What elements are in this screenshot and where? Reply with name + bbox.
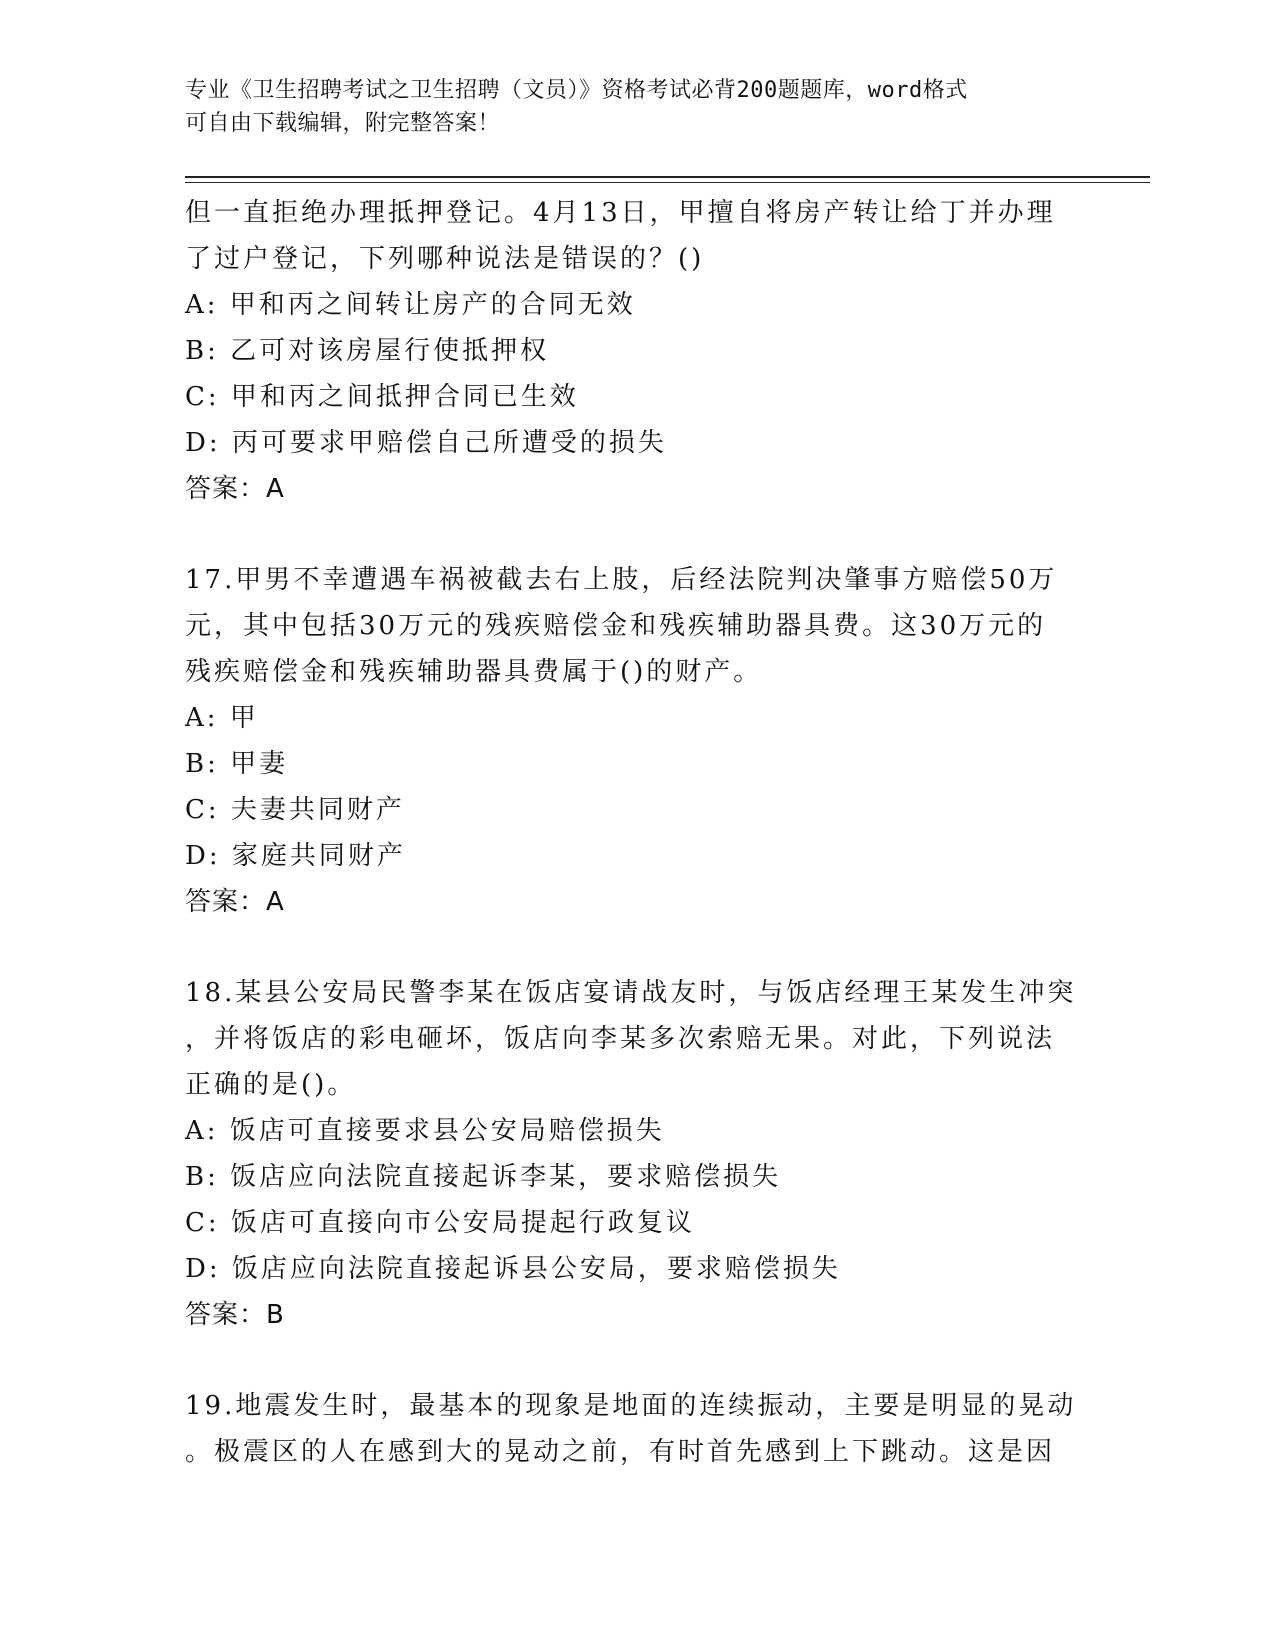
question-19 bbox=[185, 1383, 1085, 1475]
option-a: A: 甲 bbox=[185, 703, 259, 733]
option-c: C: 甲和丙之间抵押合同已生效 bbox=[185, 382, 579, 412]
question-text-line: 。极震区的人在感到大的晃动之前，有时首先感到上下跳动。这是因 bbox=[185, 1437, 1056, 1467]
document-body bbox=[185, 190, 1085, 1475]
question-text-line: 19.地震发生时，最基本的现象是地面的连续振动，主要是明显的晃动 bbox=[185, 1391, 1077, 1421]
header-line-2: 可自由下载编辑，附完整答案！ bbox=[185, 111, 501, 136]
answer-line: 答案：A bbox=[185, 887, 285, 917]
option-b: B: 饭店应向法院直接起诉李某，要求赔偿损失 bbox=[185, 1162, 782, 1192]
spacer bbox=[185, 925, 1085, 970]
header-line-1: 专业《卫生招聘考试之卫生招聘（文员）》资格考试必背200题题库，word格式 bbox=[185, 78, 968, 103]
question-text-line: 17.甲男不幸遭遇车祸被截去右上肢，后经法院判决肇事方赔偿50万 bbox=[185, 565, 1058, 595]
option-a: A: 甲和丙之间转让房产的合同无效 bbox=[185, 290, 636, 320]
question-text-line: 元，其中包括30万元的残疾赔偿金和残疾辅助器具费。这30万元的 bbox=[185, 611, 1047, 641]
question-18 bbox=[185, 970, 1085, 1338]
question-text-line: 正确的是()。 bbox=[185, 1070, 357, 1100]
document-header bbox=[185, 74, 1065, 140]
option-c: C: 饭店可直接向市公安局提起行政复议 bbox=[185, 1208, 695, 1238]
question-17 bbox=[185, 557, 1085, 925]
question-text-line: 但一直拒绝办理抵押登记。4月13日，甲擅自将房产转让给丁并办理 bbox=[185, 198, 1056, 228]
option-d: D: 丙可要求甲赔偿自己所遭受的损失 bbox=[185, 428, 667, 458]
spacer bbox=[185, 1338, 1085, 1383]
question-text-line: 残疾赔偿金和残疾辅助器具费属于()的财产。 bbox=[185, 657, 763, 687]
question-text-line: 了过户登记，下列哪种说法是错误的？() bbox=[185, 244, 705, 274]
option-b: B: 乙可对该房屋行使抵押权 bbox=[185, 336, 550, 366]
question-16 bbox=[185, 190, 1085, 512]
header-divider bbox=[185, 176, 1150, 183]
question-text-line: ，并将饭店的彩电砸坏，饭店向李某多次索赔无果。对此，下列说法 bbox=[185, 1024, 1056, 1054]
option-c: C: 夫妻共同财产 bbox=[185, 795, 405, 825]
question-text-line: 18.某县公安局民警李某在饭店宴请战友时，与饭店经理王某发生冲突 bbox=[185, 978, 1077, 1008]
answer-line: 答案：B bbox=[185, 1300, 285, 1330]
option-b: B: 甲妻 bbox=[185, 749, 289, 779]
answer-line: 答案：A bbox=[185, 474, 285, 504]
option-d: D: 饭店应向法院直接起诉县公安局，要求赔偿损失 bbox=[185, 1254, 841, 1284]
option-a: A: 饭店可直接要求县公安局赔偿损失 bbox=[185, 1116, 665, 1146]
spacer bbox=[185, 512, 1085, 557]
option-d: D: 家庭共同财产 bbox=[185, 841, 406, 871]
